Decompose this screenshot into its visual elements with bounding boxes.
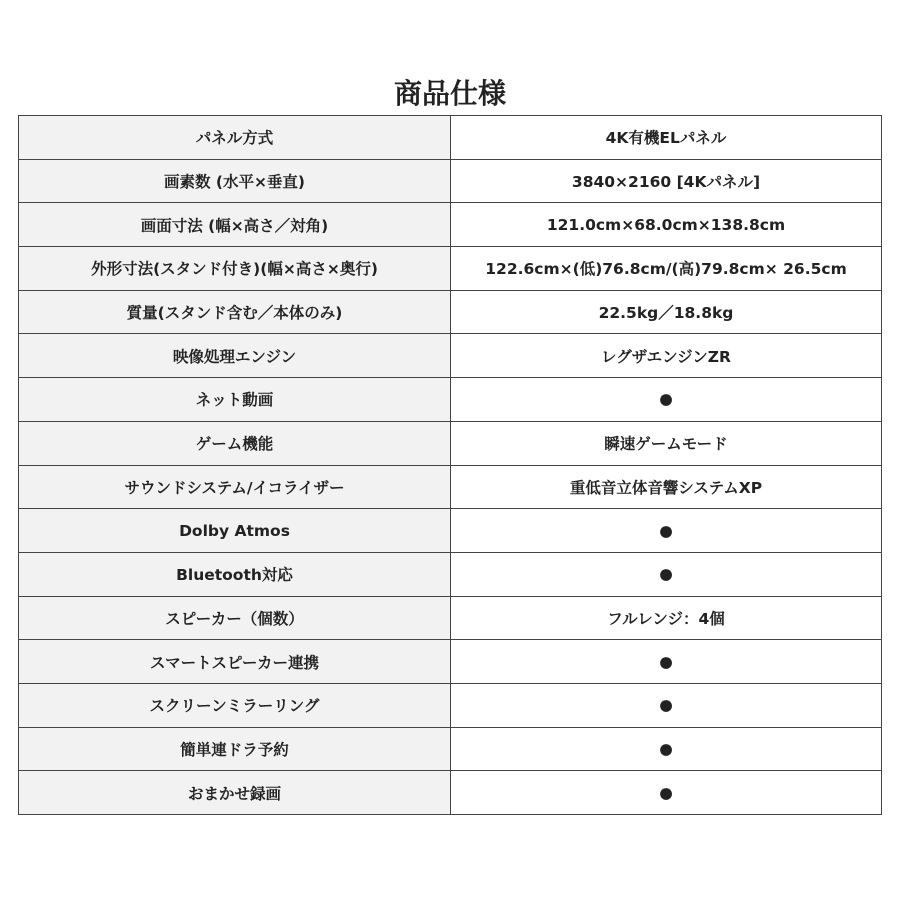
- spec-label: Dolby Atmos: [19, 509, 451, 553]
- spec-label: 外形寸法(スタンド付き)(幅×高さ×奥行): [19, 247, 451, 291]
- spec-label: おまかせ録画: [19, 771, 451, 815]
- spec-label: 画素数 (水平×垂直): [19, 159, 451, 203]
- spec-row: [19, 465, 882, 509]
- spec-row: [19, 159, 882, 203]
- spec-value: ●: [451, 552, 882, 596]
- spec-label: 質量(スタンド含む／本体のみ): [19, 290, 451, 334]
- spec-value: フルレンジ：4個: [451, 596, 882, 640]
- spec-row: [19, 203, 882, 247]
- spec-row: [19, 334, 882, 378]
- spec-table: [18, 115, 882, 815]
- spec-label: スマートスピーカー連携: [19, 640, 451, 684]
- spec-row: [19, 378, 882, 422]
- spec-row: [19, 596, 882, 640]
- spec-row: [19, 290, 882, 334]
- spec-value: ●: [451, 640, 882, 684]
- spec-value: 122.6cm×(低)76.8cm/(高)79.8cm× 26.5cm: [451, 247, 882, 291]
- spec-value: 4K有機ELパネル: [451, 116, 882, 160]
- spec-row: [19, 683, 882, 727]
- spec-row: [19, 771, 882, 815]
- spec-label: Bluetooth対応: [19, 552, 451, 596]
- spec-label: サウンドシステム/イコライザー: [19, 465, 451, 509]
- spec-label: ゲーム機能: [19, 421, 451, 465]
- spec-value: 3840×2160 [4Kパネル]: [451, 159, 882, 203]
- spec-label: スピーカー（個数）: [19, 596, 451, 640]
- spec-row: [19, 116, 882, 160]
- spec-row: [19, 640, 882, 684]
- spec-value: 22.5kg／18.8kg: [451, 290, 882, 334]
- spec-value: ●: [451, 378, 882, 422]
- spec-row: [19, 509, 882, 553]
- spec-label: 簡単連ドラ予約: [19, 727, 451, 771]
- spec-value: ●: [451, 509, 882, 553]
- page-title: 商品仕様: [393, 77, 506, 110]
- spec-value: レグザエンジンZR: [451, 334, 882, 378]
- spec-label: パネル方式: [19, 116, 451, 160]
- spec-row: [19, 247, 882, 291]
- spec-row: [19, 421, 882, 465]
- spec-value: 瞬速ゲームモード: [451, 421, 882, 465]
- spec-label: スクリーンミラーリング: [19, 683, 451, 727]
- spec-label: ネット動画: [19, 378, 451, 422]
- spec-label: 映像処理エンジン: [19, 334, 451, 378]
- spec-value: ●: [451, 727, 882, 771]
- spec-row: [19, 727, 882, 771]
- spec-value: 121.0cm×68.0cm×138.8cm: [451, 203, 882, 247]
- spec-row: [19, 552, 882, 596]
- spec-value: ●: [451, 771, 882, 815]
- spec-value: ●: [451, 683, 882, 727]
- spec-value: 重低音立体音響システムXP: [451, 465, 882, 509]
- spec-label: 画面寸法 (幅×高さ／対角): [19, 203, 451, 247]
